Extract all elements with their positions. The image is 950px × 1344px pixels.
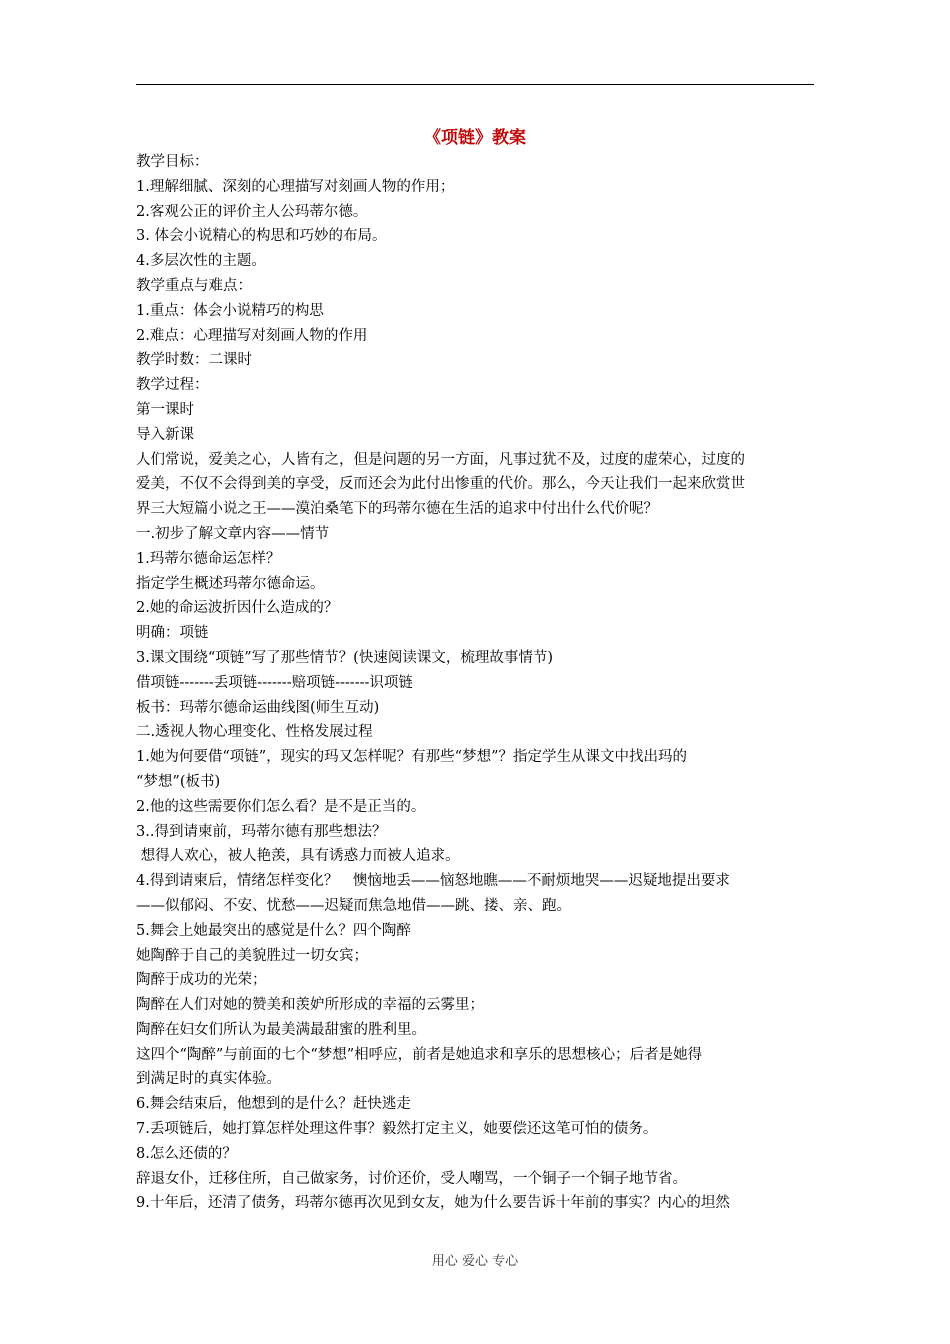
page-footer: 用心 爱心 专心 — [431, 1254, 519, 1269]
document-body — [136, 150, 816, 1216]
body-line: 1.玛蒂尔德命运怎样？ — [136, 550, 281, 567]
body-line: 板书：玛蒂尔德命运曲线图(师生互动) — [136, 699, 380, 716]
header-rule — [136, 84, 814, 85]
body-line: 教学目标： — [136, 154, 209, 170]
body-line: 导入新课 — [136, 426, 194, 443]
body-line: 第一课时 — [136, 401, 194, 418]
body-line: 5.舞会上她最突出的感觉是什么？四个陶醉 — [136, 922, 411, 939]
body-line: 一.初步了解文章内容——情节 — [136, 525, 330, 542]
body-line: 4.多层次性的主题。 — [136, 253, 266, 270]
body-line: 辞退女仆，迁移住所，自己做家务，讨价还价，受人嘲骂，一个铜子一个铜子地节省。 — [136, 1170, 687, 1187]
body-line: ——似郁闷、不安、忧愁——迟疑而焦急地借——跳、搂、亲、跑。 — [136, 897, 571, 914]
body-line: 人们常说，爱美之心，人皆有之，但是问题的另一方面，凡事过犹不及，过度的虚荣心，过度的 — [136, 451, 745, 468]
body-line: 3.课文围绕“项链”写了那些情节？(快速阅读课文，梳理故事情节) — [136, 649, 553, 666]
body-line: 陶醉于成功的光荣； — [136, 972, 267, 989]
body-line: 想得人欢心，被人艳羡，具有诱惑力而被人追求。 — [136, 848, 460, 865]
body-line: 3. 体会小说精心的构思和巧妙的布局。 — [136, 228, 387, 245]
body-line: 陶醉在妇女们所认为最美满最甜蜜的胜利里。 — [136, 1021, 426, 1038]
body-line: 2.难点：心理描写对刻画人物的作用 — [136, 327, 368, 344]
document-title: 《项链》教案 — [424, 128, 526, 148]
body-line: 4.得到请柬后，情绪怎样变化？ 懊恼地丢——恼怒地瞧——不耐烦地哭——迟疑地提出要求 — [136, 873, 730, 890]
body-line: 教学时数：二课时 — [136, 352, 252, 369]
body-line: 8.怎么还债的？ — [136, 1145, 237, 1162]
body-line: 1.她为何要借“项链”，现实的玛又怎样呢？有那些“梦想”？指定学生从课文中找出玛的 — [136, 749, 687, 766]
body-line: 教学重点与难点： — [136, 277, 252, 294]
body-line: 2.他的这些需要你们怎么看？是不是正当的。 — [136, 798, 426, 815]
body-line: 明确：项链 — [136, 625, 209, 642]
body-line: 界三大短篇小说之王——漠泊桑笔下的玛蒂尔德在生活的追求中付出什么代价呢？ — [136, 501, 658, 518]
body-line: 她陶醉于自己的美貌胜过一切女宾； — [136, 947, 368, 964]
body-line: 爱美，不仅不会得到美的享受，反而还会为此付出惨重的代价。那么，今天让我们一起来欣赏世 — [136, 476, 745, 493]
body-line: 二.透视人物心理变化、性格发展过程 — [136, 724, 373, 741]
body-line: 2.她的命运波折因什么造成的？ — [136, 600, 339, 617]
body-line: 7.丢项链后，她打算怎样处理这件事？毅然打定主义，她要偿还这笔可怕的债务。 — [136, 1121, 658, 1138]
body-line: 这四个“陶醉”与前面的七个“梦想”相呼应，前者是她追求和享乐的思想核心；后者是她得 — [136, 1046, 703, 1063]
body-line: 3..得到请柬前，玛蒂尔德有那些想法？ — [136, 823, 387, 840]
body-line: 到满足时的真实体验。 — [136, 1071, 281, 1088]
body-line: 教学过程： — [136, 377, 209, 394]
body-line: 借项链-------丢项链-------赔项链-------识项链 — [136, 674, 413, 691]
body-line: 1.重点：体会小说精巧的构思 — [136, 302, 324, 319]
body-line: 6.舞会结束后，他想到的是什么？赶快逃走 — [136, 1096, 411, 1113]
body-line: 陶醉在人们对她的赞美和羡妒所形成的幸福的云雾里； — [136, 997, 484, 1014]
body-line: 指定学生概述玛蒂尔德命运。 — [136, 575, 325, 592]
body-line: “梦想”(板书) — [136, 773, 221, 790]
body-line: 1.理解细腻、深刻的心理描写对刻画人物的作用； — [136, 178, 455, 195]
body-line: 9.十年后，还清了债务，玛蒂尔德再次见到女友，她为什么要告诉十年前的事实？内心的坦然 — [136, 1195, 730, 1212]
body-line: 2.客观公正的评价主人公玛蒂尔德。 — [136, 203, 368, 220]
